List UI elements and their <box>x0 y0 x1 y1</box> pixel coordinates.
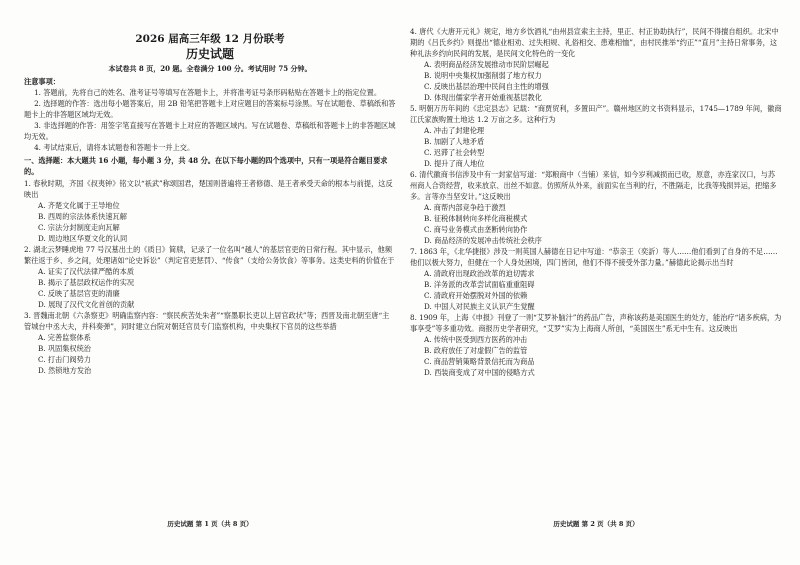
right-column <box>410 26 782 378</box>
option: B. 西周的宗法体系快速瓦解 <box>38 212 127 221</box>
option: A. 商帮内部竞争趋于激烈 <box>424 203 506 212</box>
option: A. 清政府出现政治改革的迫切需求 <box>424 269 535 278</box>
option: B. 洋务派的改革尝试面临重重阻碍 <box>424 280 535 289</box>
left-column <box>24 26 396 376</box>
option: B. 巩固集权统治 <box>38 344 91 353</box>
question-6 <box>410 169 782 246</box>
question-stem: 2. 湖北云梦睡虎地 77 号汉墓出土的《质日》简牍，记录了一位名叫“越人”的基层官吏的日常行程。其中显示，他频繁往返于乡、乡之间，处理诸如“论史诉讼”（判定官吏惩罚）、“传食”（支给公务饮食）等事务。这类史料的价值在于 <box>24 245 395 265</box>
option: D. 体现出儒家学者开始重视基层教化 <box>424 93 542 102</box>
note-item: 2. 选择题的作答：选出每小题答案后，用 2B 铅笔把答题卡上对应题目的答案标号涂黑。写在试题卷、草稿纸和答题卡上的非答题区域均无效。 <box>24 99 396 119</box>
notes-heading: 注意事项： <box>24 77 60 86</box>
question-5 <box>410 103 782 169</box>
option: C. 反映出基层治理中民间自主性的增强 <box>424 82 549 91</box>
question-stem: 5. 明朝万历年间的《忠定县志》记载：“商贾贸利，多置田产”。赣州地区的文书资料显示，1745—1789 年间，徽商江氏家族购置土地达 1.2 万亩之多。这种行为 <box>410 104 782 124</box>
option: D. 周边地区华夏文化的认同 <box>38 234 128 243</box>
option: C. 迟滞了社会转型 <box>424 148 485 157</box>
subject-title: 历史试题 <box>185 47 234 61</box>
question-stem: 8. 1909 年，上海《申报》刊登了一则“艾罗补脑汁”的药品广告，声称该药是美国医生的处方，能治疗“诸多疾病，为事享受”等多重功效。商报历史学者研究，“艾罗”实为上海商人所创，“美国医生”系无中生有。这反映出 <box>410 313 782 333</box>
page-footer-right: 历史试题 第 2 页（共 8 页） <box>553 520 639 528</box>
exam-meta: 本试卷共 8 页，20 题。全卷满分 100 分。考试用时 75 分钟。 <box>108 64 312 73</box>
option: C. 清政府开始摆脱对外国的依赖 <box>424 291 528 300</box>
question-7 <box>410 246 782 312</box>
question-stem: 7. 1863 年，《北华捷报》涉及一则英国人赫德在日记中写道：“恭亲王（奕訢）等人……他们看到了自身的不足……他们以极大努力，但健在一个人身处困境，四门皆闭，他们不得不接受外部力量。”赫德此论揭示出当时 <box>410 247 778 267</box>
question-stem: 6. 清代徽商书信涉及中有一封家信写道：“郑粮商中（当铺）来信，如今岁利减损而已收，原意，亦连家汉口，与苏州商人合资经营，收来放京、出丝不如意。仿照所从外来，前面实在当利的行，不胜隔走，比我等残损异运，把缩多多。言等亦当坚安计。”这反映出 <box>410 170 777 201</box>
option: D. 西装商变成了对中国的侵略方式 <box>424 368 535 377</box>
note-item: 3. 非选择题的作答：用签字笔直接写在答题卡上对应的答题区域内。写在试题卷、草稿纸和答题卡上的非答题区域均无效。 <box>24 121 396 141</box>
option: C. 打击门阀势力 <box>38 355 91 364</box>
option: B. 政府放任了对虚假广告的监管 <box>424 346 528 355</box>
exam-title: 2026 届高三年级 12 月份联考 <box>135 33 285 45</box>
option: A. 证实了汉代法律严酷的本质 <box>38 267 135 276</box>
question-stem: 4. 唐代《大唐开元礼》规定，地方乡饮酒礼“由州县宣索主主持，里正、村正协助执行”，民间不得擅自组织。北宋中期的《吕氏乡约》则提出“德业相劝、过失相规、礼俗相交、患难相恤”，由村民推举“约正”“直月”主持日常事务，这种礼法乡约向民间的发展，是民间文化特色的一变化 <box>410 27 779 58</box>
note-item: 4. 考试结束后，请将本试题卷和答题卡一并上交。 <box>34 143 195 152</box>
option: C. 商品营销策略背景信托而为商品 <box>424 357 535 366</box>
option: B. 征税体制转向多样化商税模式 <box>424 214 528 223</box>
option: B. 加剧了人地矛盾 <box>424 137 485 146</box>
question-3 <box>24 310 396 376</box>
question-2 <box>24 244 396 310</box>
option: D. 然锁地方发治 <box>38 366 92 375</box>
question-stem: 3. 晋魏南北朝《六条察吏》明确监察内容：“察民疾苦处朱者”“察墨职长吏以上居官政状”等；西晋及南北朝至唐“主管城台中丞大夫，并科奏弹”，同时建立台院对朝廷官员专门监察机构，中央集权下官员的这些举措 <box>24 311 390 331</box>
option: D. 提升了商人地位 <box>424 159 485 168</box>
option: D. 中国人对民族主义认识产生觉醒 <box>424 302 535 311</box>
option: D. 商品经济的发展冲击传统社会秩序 <box>424 236 542 245</box>
question-1 <box>24 178 396 244</box>
question-8 <box>410 312 782 378</box>
option: D. 展现了汉代文化首创的贡献 <box>38 300 135 309</box>
option: A. 冲击了封建伦理 <box>424 126 485 135</box>
option: B. 说明中央集权加强削弱了地方权力 <box>424 71 542 80</box>
option: A. 传统中医受到西方医药的冲击 <box>424 335 528 344</box>
option: C. 商号业务模式由垄断转向协作 <box>424 225 528 234</box>
option: A. 表明商品经济发展推动市民阶层崛起 <box>424 60 549 69</box>
page-footer-left: 历史试题 第 1 页（共 8 页） <box>167 520 253 528</box>
note-item: 1. 答题前，先将自己的姓名、准考证号等填写在答题卡上，并将准考证号条形码粘贴在答题卡上的指定位置。 <box>34 88 382 97</box>
question-stem: 1. 春秋时期，齐国《叔夷钟》铭文以“祇武”称颂国君，楚国则普遍将王者修德、是王者承受天命的根本与前提，这反映出 <box>24 179 393 199</box>
question-4 <box>410 26 782 103</box>
section-heading: 一、选择题：本大题共 16 小题，每小题 3 分，共 48 分。在以下每小题的四个选项中，只有一项是符合题目要求的。 <box>24 156 388 176</box>
option: C. 宗法分封制度走向瓦解 <box>38 223 120 232</box>
option: A. 齐楚文化属于王导地位 <box>38 201 120 210</box>
option: B. 揭示了基层政权运作的实况 <box>38 278 135 287</box>
option: A. 完善监察体系 <box>38 333 91 342</box>
option: C. 反映了基层官吏的清廉 <box>38 289 120 298</box>
